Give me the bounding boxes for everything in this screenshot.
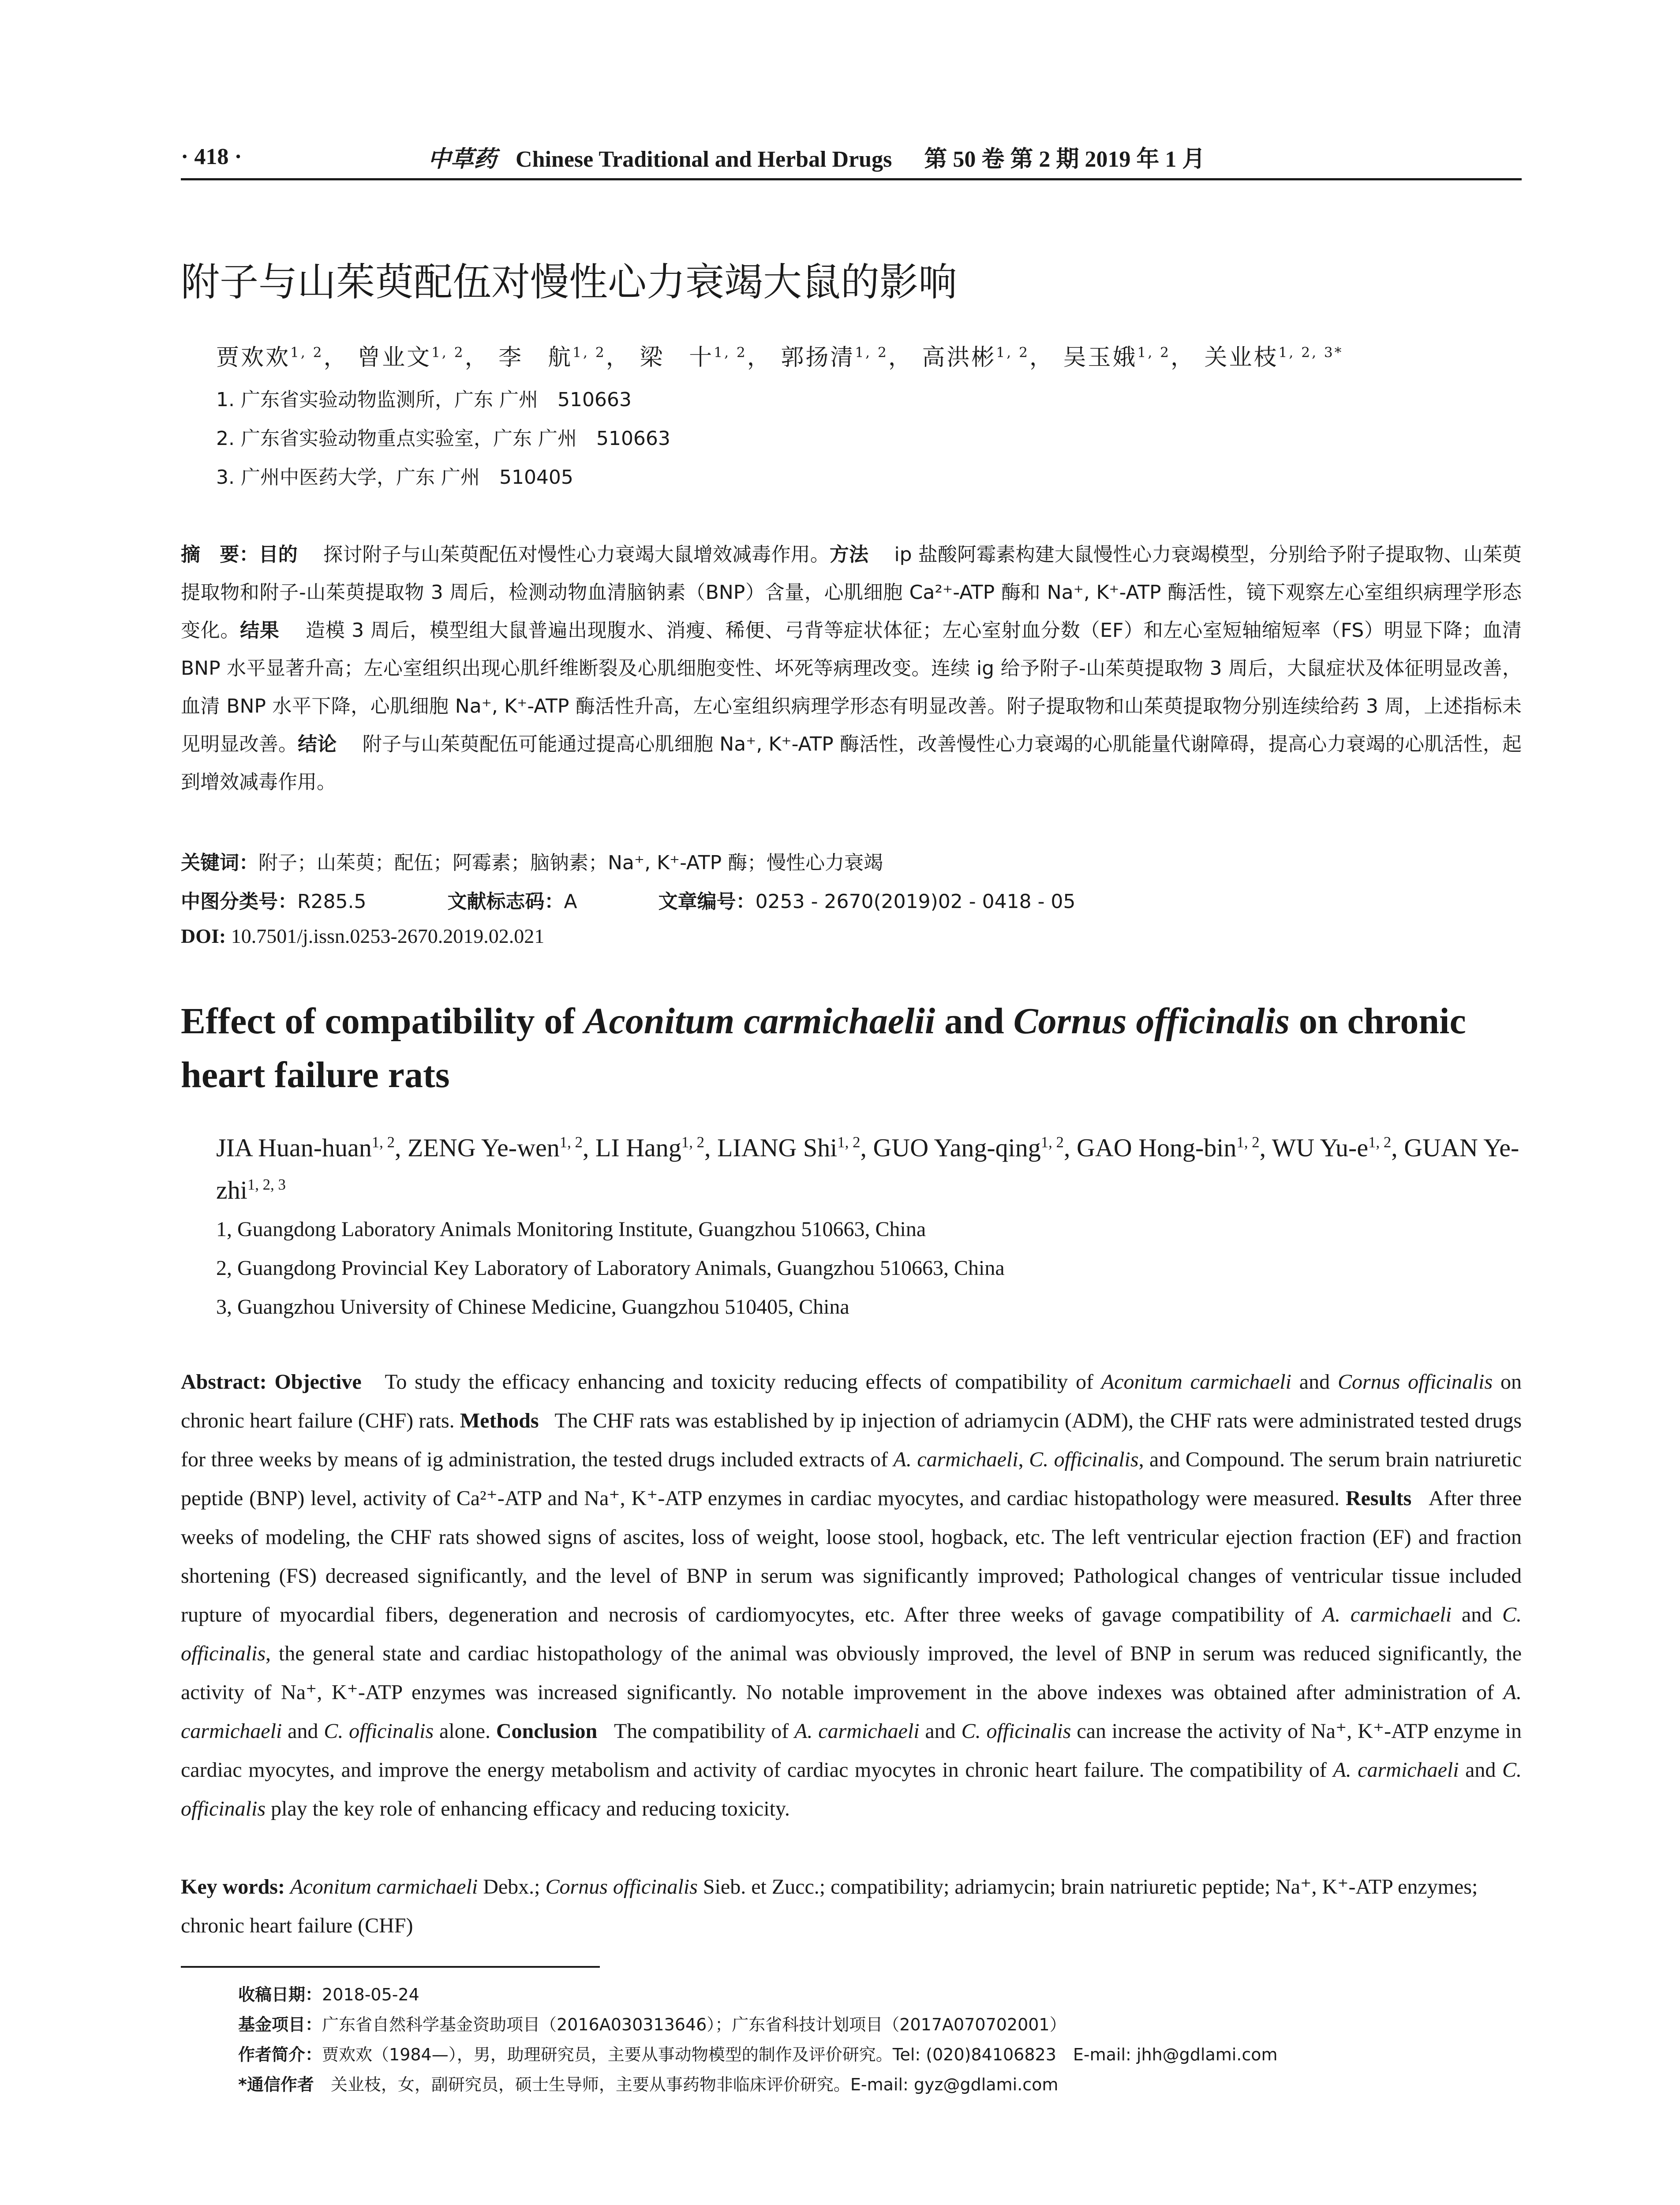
clc-value: R285.5 <box>297 890 367 913</box>
doi-label: DOI: <box>181 925 226 947</box>
article-number-value: 0253 - 2670(2019)02 - 0418 - 05 <box>755 890 1076 913</box>
author-en: LI Hang$^{1, 2}$, <box>595 1133 717 1162</box>
page-number: · 418 · <box>181 144 242 169</box>
author-cn: 李 航$^{1, 2}$， <box>498 344 631 371</box>
clc-label: 中图分类号： <box>181 890 297 913</box>
author-en: LIANG Shi$^{1, 2}$, <box>717 1133 873 1162</box>
journal-info <box>428 140 1205 173</box>
methods-label-en: Methods <box>460 1409 539 1432</box>
abstract-en: Abstract: Objective To study the efficacy enhancing and toxicity reducing effects of compatibility of Aconitum carmichaeli and Cornus officinalis on chronic heart failure (CHF) rats. Methods The CHF rats was established by ip injection of adriamycin (ADM), the CHF rats were administrated tested drugs for three weeks by means of ig administration, the tested drugs included extracts of A. carmichaeli, C. officinalis, and Compound. The serum brain natriuretic peptide (BNP) level, activity of Ca²⁺-ATP and Na⁺, K⁺-ATP enzymes in cardiac myocytes, and cardiac histopathology were measured. Results After three weeks of modeling, the CHF rats showed signs of ascites, loss of weight, loose stool, hogback, etc. The left ventricular ejection fraction (EF) and fraction shortening (FS) decreased significantly, and the level of BNP in serum was significantly improved; Pathological changes of ventricular tissue included rupture of myocardial fibers, degeneration and necrosis of cardiomyocytes, etc. After three weeks of gavage compatibility of A. carmichaeli and C. officinalis, the general state and cardiac histopathology of the animal was obviously improved, the level of BNP in serum was reduced significantly, the activity of Na⁺, K⁺-ATP enzymes was increased significantly. No notable improvement in the above indexes was obtained after administration of A. carmichaeli and C. officinalis alone. Conclusion The compatibility of A. carmichaeli and C. officinalis can increase the activity of Na⁺, K⁺-ATP enzyme in cardiac myocytes, and improve the energy metabolism and activity of cardiac myocytes in chronic heart failure. The compatibility of A. carmichaeli and C. officinalis play the key role of enhancing efficacy and reducing toxicity. <box>181 1370 1522 1820</box>
article-number-label: 文章编号： <box>658 890 756 913</box>
abstract-cn-label: 摘 要： <box>181 543 259 566</box>
author-en: GUO Yang-qing$^{1, 2}$, <box>873 1133 1077 1162</box>
abstract-en-label: Abstract: Objective <box>181 1370 362 1394</box>
footnote-received: 收稿日期：2018-05-24 <box>238 1985 419 2004</box>
journal-issue: 第 50 卷 第 2 期 2019 年 1 月 <box>924 147 1205 172</box>
title-en: Effect of compatibility of Aconitum carmichaelii and Cornus officinalis on chronic heart failure rats <box>181 1001 1466 1095</box>
author-cn: 梁 十$^{1, 2}$， <box>640 344 772 371</box>
doc-code-value: A <box>564 890 577 913</box>
conclusion-label-en: Conclusion <box>496 1719 598 1743</box>
footnote-corresponding: *通信作者 关业枝，女，副研究员，硕士生导师，主要从事药物非临床评价研究。E-mail: gyz@gdlami.com <box>238 2075 1059 2094</box>
methods-label-cn: 方法 <box>829 543 869 566</box>
results-cn: 造模 3 周后，模型组大鼠普遍出现腹水、消瘦、稀便、弓背等症状体征；左心室射血分数（EF）和左心室短轴缩短率（FS）明显下降；血清 BNP 水平显著升高；左心室组织出现心肌纤维断裂及心肌细胞变性、坏死等病理改变。连续 ig 给予附子-山茱萸提取物 3 周后，大鼠症状及体征明显改善，血清 BNP 水平下降，心肌细胞 Na⁺, K⁺-ATP 酶活性升高，左心室组织病理学形态有明显改善。附子提取物和山茱萸提取物分别连续给药 3 周，上述指标未见明显改善。 <box>181 619 1522 755</box>
author-en: WU $Yu-e^{1, 2}$, <box>1272 1133 1404 1162</box>
results-label-cn: 结果 <box>240 619 280 642</box>
journal-name-cn: 中草药 <box>428 146 497 172</box>
header-rule <box>181 178 1522 180</box>
doc-code-label: 文献标志码： <box>447 890 564 913</box>
keywords-cn <box>181 847 883 875</box>
author-en: ZENG Ye-wen$^{1, 2}$, <box>407 1133 595 1162</box>
footnote-author: 作者简介：贾欢欢（1984—），男，助理研究员，主要从事动物模型的制作及评价研究。Tel: (020)84106823 E-mail: jhh@gdlami.com <box>238 2045 1278 2064</box>
conclusion-label-cn: 结论 <box>298 733 337 755</box>
author-en: GUAN Ye-zhi$^{1, 2, 3}$ <box>216 1133 1519 1204</box>
objective-cn: 探讨附子与山茱萸配伍对慢性心力衰竭大鼠增效减毒作用。 <box>323 543 830 566</box>
affiliation-cn-2: 2. 广东省实验动物重点实验室，广东 广州 510663 <box>216 427 670 450</box>
running-header <box>181 140 1499 176</box>
author-cn: 吴玉娥$^{1, 2}$， <box>1063 344 1196 371</box>
affiliation-en-1: 1, Guangdong Laboratory Animals Monitoring Institute, Guangzhou 510663, China <box>216 1218 926 1241</box>
keywords-en: Key words: Aconitum carmichaeli Debx.; Cornus officinalis Sieb. et Zucc.; compatibility; adriamycin; brain natriuretic peptide; Na⁺, K⁺-ATP enzymes; chronic heart failure (CHF) <box>181 1875 1478 1937</box>
keywords-cn-label: 关键词： <box>181 852 258 874</box>
title-cn: 附子与山茱萸配伍对慢性心力衰竭大鼠的影响 <box>181 259 958 305</box>
author-cn: 关业枝$^{1, 2, 3*}$ <box>1204 344 1343 371</box>
conclusion-cn: 附子与山茱萸配伍可能通过提高心肌细胞 Na⁺, K⁺-ATP 酶活性，改善慢性心力衰竭的心肌能量代谢障碍，提高心力衰竭的心肌活性，起到增效减毒作用。 <box>181 733 1522 793</box>
footnote-rule <box>181 1966 600 1968</box>
methods-cn: ip 盐酸阿霉素构建大鼠慢性心力衰竭模型，分别给予附子提取物、山茱萸提取物和附子-山茱萸提取物 3 周后，检测动物血清脑钠素（BNP）含量，心肌细胞 Ca²⁺-ATP 酶和 Na⁺, K⁺-ATP 酶活性，镜下观察左心室组织病理学形态变化。 <box>181 543 1522 642</box>
keywords-en-label: Key words: <box>181 1875 285 1899</box>
classification-line <box>181 886 1075 914</box>
author-cn: 贾欢欢$^{1, 2}$， <box>216 344 348 371</box>
doi-value[interactable]: 10.7501/j.issn.0253-2670.2019.02.021 <box>231 925 545 947</box>
journal-name-en: Chinese Traditional and Herbal Drugs <box>516 147 892 172</box>
authors-en <box>216 1127 1522 1211</box>
affiliation-cn-1: 1. 广东省实验动物监测所，广东 广州 510663 <box>216 389 632 411</box>
keywords-cn-text: 附子；山茱萸；配伍；阿霉素；脑钠素；Na⁺, K⁺-ATP 酶；慢性心力衰竭 <box>258 852 883 874</box>
affiliation-cn-3: 3. 广州中医药大学，广东 广州 510405 <box>216 466 573 489</box>
footnote-fund: 基金项目：广东省自然科学基金资助项目（2016A030313646）；广东省科技计划项目（2017A070702001） <box>238 2015 1066 2034</box>
abstract-cn <box>181 536 1522 801</box>
author-cn: 高洪彬$^{1, 2}$， <box>922 344 1054 371</box>
affiliation-en-3: 3, Guangzhou University of Chinese Medicine, Guangzhou 510405, China <box>216 1295 849 1319</box>
results-label-en: Results <box>1345 1487 1412 1510</box>
author-en: JIA Huan-huan$^{1, 2}$, <box>216 1133 408 1162</box>
objective-label-cn: 目的 <box>258 543 298 566</box>
author-en: GAO Hong-bin$^{1, 2}$, <box>1076 1133 1272 1162</box>
author-cn: 曾业文$^{1, 2}$， <box>357 344 490 371</box>
author-cn: 郭扬清$^{1, 2}$， <box>781 344 913 371</box>
affiliation-en-2: 2, Guangdong Provincial Key Laboratory of Laboratory Animals, Guangzhou 510663, China <box>216 1256 1005 1280</box>
authors-cn <box>216 339 1343 372</box>
doi-line <box>181 924 544 948</box>
